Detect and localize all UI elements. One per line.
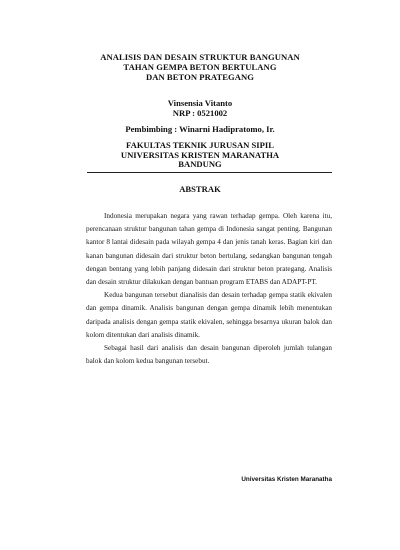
faculty-block [70,141,330,170]
title-line-2: TAHAN GEMPA BETON BERTULANG [123,62,277,72]
title-line-3: DAN BETON PRATEGANG [145,72,255,82]
abstract-heading: ABSTRAK [179,184,221,194]
abstract-body [86,210,332,368]
faculty-line-3: BANDUNG [178,159,222,169]
faculty-line-2: UNIVERSITAS KRISTEN MARANATHA [120,149,280,160]
page-footer: Universitas Kristen Maranatha [241,476,332,483]
faculty-line-1: FAKULTAS TEKNIK JURUSAN SIPIL [126,140,274,150]
title-line-1: ANALISIS DAN DESAIN STRUKTUR BANGUNAN [100,52,300,62]
author-nrp: NRP : 0521002 [172,108,228,118]
abstract-paragraph-2: Kedua bangunan tersebut dianalisis dan desain terhadap gempa statik ekivalen dan gempa dinamik. Analisis bangunan dengan gempa dinamik lebih menentukan daripada analisis dengan gempa statik ekivalen, sehingga besarnya ukuran balok dan kolom ditentukan dari analisis dinamik. [86,291,332,339]
abstract-paragraph-1: Indonesia merupakan negara yang rawan terhadap gempa. Oleh karena itu, perencanaan struktur bangunan tahan gempa di Indonesia sangat penting. Bangunan kantor 8 lantai didesain pada wilayah gempa 4 dan jenis tanah keras. Bagian kiri dan kanan bangunan didesain dari struktur beton bertulang, sedangkan bangunan tengah dengan bentang yang lebih panjang didesain dari struktur beton prategang. Analisis dan desain struktur dilakukan dengan bantuan program ETABS dan ADAPT-PT. [86,212,332,287]
horizontal-divider [87,172,332,173]
advisor-line: Pembimbing : Winarni Hadipratomo, Ir. [125,124,275,134]
author-block [70,98,330,118]
author-name: Vinsensia Vitanto [167,98,233,108]
thesis-title [70,52,330,82]
abstract-paragraph-3: Sebagai hasil dari analisis dan desain bangunan diperoleh jumlah tulangan balok dan kolom kedua bangunan tersebut. [86,344,332,366]
